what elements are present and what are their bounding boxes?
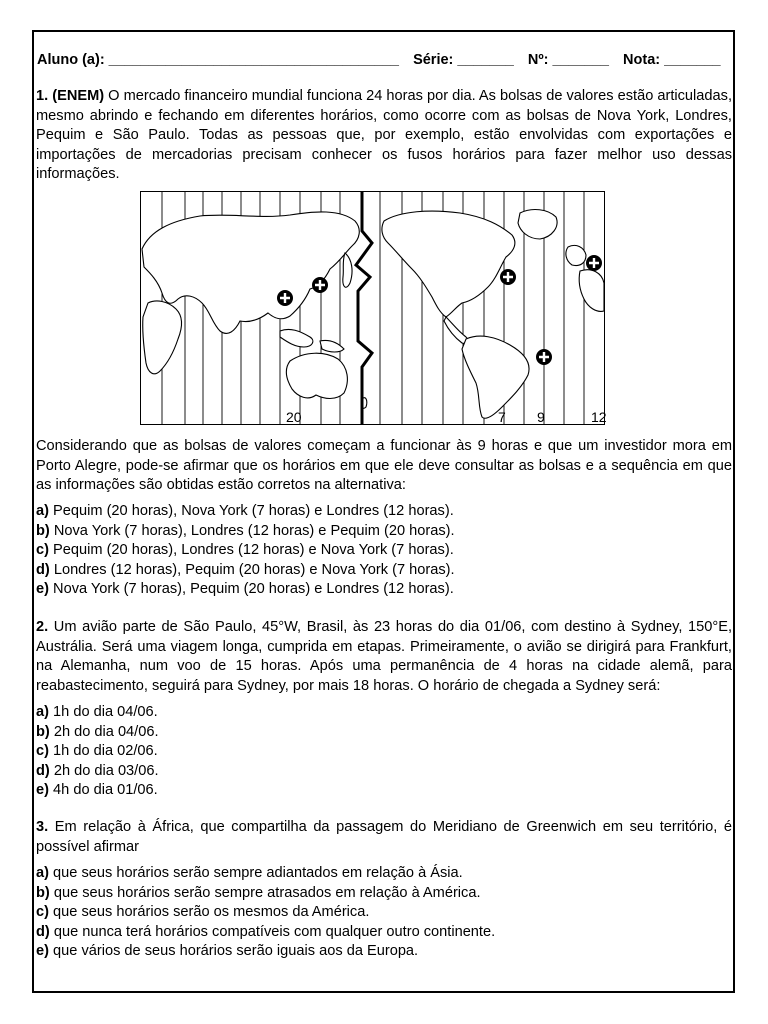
question-1-number: 1. (ENEM) [36,88,105,104]
q1-option-e[interactable]: e) Nova York (7 horas), Pequim (20 horas) e Londres (12 horas). [36,581,454,598]
question-1-text: O mercado financeiro mundial funciona 24 horas por dia. As bolsas de valores estão articuladas, mesmo abrindo e fechando em diferentes horários, como ocorre com as bolsas de Nova York, Londres, Pequim e São Paulo. Todas as pessoas que, por exemplo, estão envolvidas com exportações e importações de mercadorias precisam conhecer os fusos horários para fazer melhor uso dessas informações. [36,88,732,183]
q2-option-e[interactable]: e) 4h do dia 01/06. [36,782,158,799]
question-1-options [36,502,732,600]
q2-option-a[interactable]: a) 1h do dia 04/06. [36,704,158,720]
nota-field[interactable]: Nota: _______ [623,52,721,68]
question-3-number: 3. [36,819,49,835]
world-time-zone-map [140,191,605,425]
question-3-statement [36,818,732,857]
question-3-options [36,864,732,962]
numero-field[interactable]: Nº: _______ [527,52,609,68]
question-1-followup: Considerando que as bolsas de valores começam a funcionar às 9 horas e que um investidor mora em Porto Alegre, pode-se afirmar que os horários em que ele deve consultar as bolsas e a sequência em que as informações são obtidas estão corretos na alternativa: [36,438,732,494]
q3-option-e[interactable]: e) que vários de seus horários serão iguais aos da Europa. [36,943,419,960]
q3-option-c[interactable]: c) que seus horários serão os mesmos da América. [36,904,370,921]
beijing-marker-icon [277,290,293,306]
serie-field[interactable]: Série: _______ [413,52,514,68]
question-2-number: 2. [36,619,49,635]
q3-option-b[interactable]: b) que seus horários serão sempre atrasados em relação à América. [36,884,481,901]
question-3-text: Em relação à África, que compartilha da passagem do Meridiano de Greenwich em seu território, é possível afirmar [36,819,732,855]
q2-option-d[interactable]: d) 2h do dia 03/06. [36,762,159,779]
q1-option-c[interactable]: c) Pequim (20 horas), Londres (12 horas) e Nova York (7 horas). [36,542,454,559]
q1-option-b[interactable]: b) Nova York (7 horas), Londres (12 horas) e Pequim (20 horas). [36,522,455,539]
q2-option-c[interactable]: c) 1h do dia 02/06. [36,743,158,760]
q3-option-a[interactable]: a) que seus horários serão sempre adiantados em relação à Ásia. [36,865,463,881]
question-1-statement [36,87,732,185]
question-2-text: Um avião parte de São Paulo, 45°W, Brasil, às 23 horas do dia 01/06, com destino à Sydney, 150°E, Austrália. Será uma viagem longa, cumprida em etapas. Primeiramente, o avião se dirigirá para Frankfurt, na Alemanha, num voo de 15 horas. Após uma permanência de 4 horas na cidade alemã, para reabastecimento, seguirá para Sydney, por mais 18 horas. O horário de chegada a Sydney será: [36,619,732,694]
tokyo-marker-icon [312,277,328,293]
london-marker-icon [586,255,602,271]
question-2-statement [36,618,732,696]
q1-option-a[interactable]: a) Pequim (20 horas), Nova York (7 horas) e Londres (12 horas). [36,503,454,519]
aluno-field[interactable]: Aluno (a): ____________________________________ [37,52,399,68]
new-york-marker-icon [500,269,516,285]
student-header [37,52,737,68]
q2-option-b[interactable]: b) 2h do dia 04/06. [36,723,159,740]
map-hour-9: 9 [537,409,545,425]
map-hour-12: 12 [591,409,607,425]
map-hour-20: 20 [286,409,302,425]
sao-paulo-marker-icon [536,349,552,365]
q1-option-d[interactable]: d) Londres (12 horas), Pequim (20 horas) e Nova York (7 horas). [36,561,455,578]
q3-option-d[interactable]: d) que nunca terá horários compatíveis com qualquer outro continente. [36,923,496,940]
map-hour-7: 7 [498,409,506,425]
question-2-options [36,703,732,801]
